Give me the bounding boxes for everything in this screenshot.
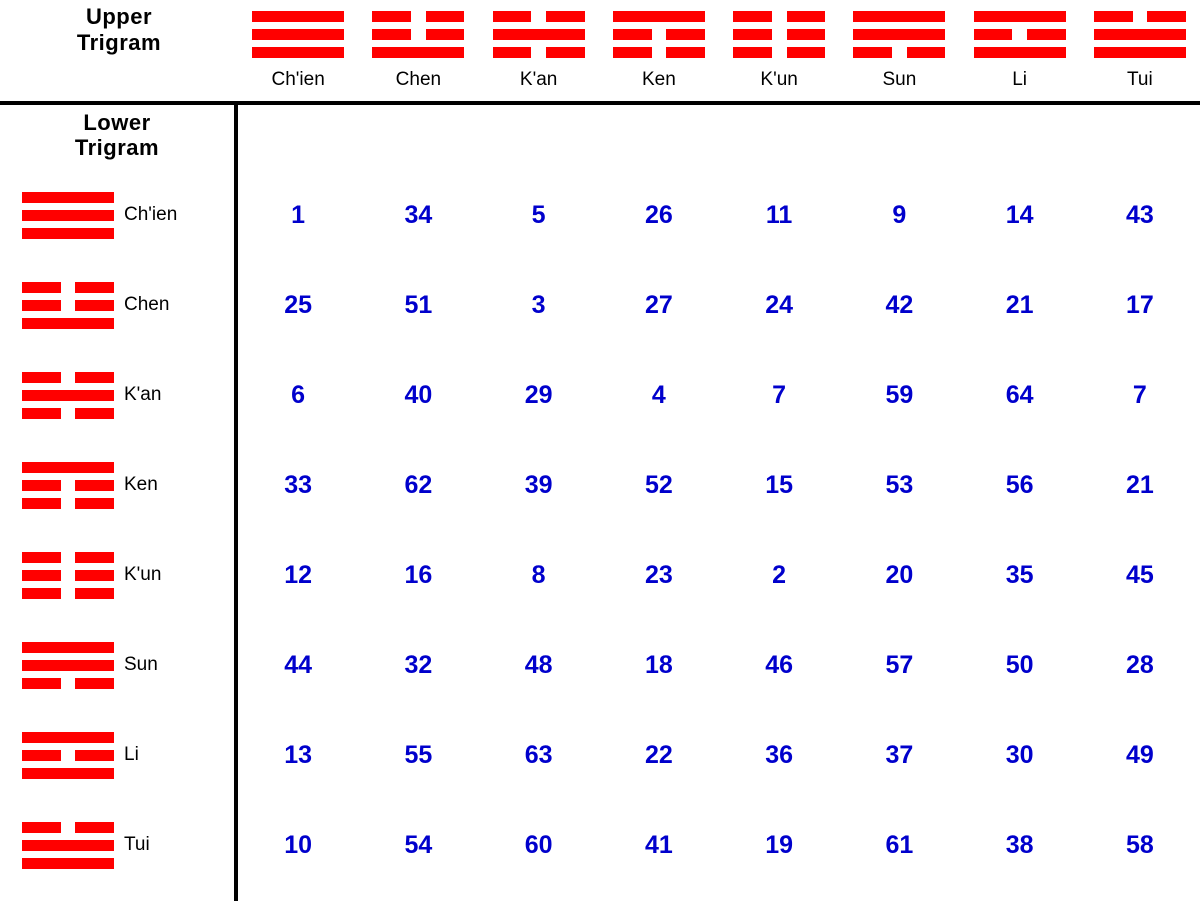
- hexagram-number: 46: [765, 650, 794, 679]
- trigram-line-1-solid: [22, 642, 114, 653]
- hexagram-number: 18: [644, 650, 673, 679]
- trigram-line-3-solid: [22, 858, 114, 869]
- trigram-segment: [426, 11, 465, 22]
- trigram-segment: [426, 29, 465, 40]
- trigram-segment: [372, 47, 464, 58]
- trigram-segment: [787, 29, 826, 40]
- hexagram-number: 44: [284, 650, 313, 679]
- trigram-line-3-broken: [22, 588, 114, 599]
- hexagram-number: 7: [1132, 380, 1147, 409]
- trigram-segment: [22, 192, 114, 203]
- horizontal-divider: [0, 101, 1200, 105]
- trigram-segment: [75, 282, 114, 293]
- upper-trigram-name: Chen: [395, 69, 442, 90]
- hexagram-number: 43: [1125, 200, 1154, 229]
- trigram-line-3-broken: [733, 47, 825, 58]
- trigram-line-2-solid: [22, 840, 114, 851]
- trigram-segment: [853, 29, 945, 40]
- hexagram-number: 33: [284, 470, 313, 499]
- hexagram-number: 38: [1005, 830, 1034, 859]
- trigram-segment: [22, 840, 114, 851]
- hexagram-number-cells: [238, 800, 1200, 890]
- trigram-line-1-solid: [853, 11, 945, 22]
- trigram-segment: [22, 750, 61, 761]
- trigram-line-1-broken: [1094, 11, 1186, 22]
- trigram-segment: [1094, 11, 1133, 22]
- lower-trigram-row-ken: [0, 459, 238, 512]
- trigram-segment: [22, 570, 61, 581]
- hexagram-number: 2: [772, 560, 787, 589]
- hexagram-number: 51: [404, 290, 433, 319]
- lower-trigram-row-li: [0, 729, 238, 782]
- trigram-segment: [252, 11, 344, 22]
- trigram-glyph-chien: [252, 6, 344, 63]
- hexagram-number: 26: [644, 200, 673, 229]
- trigram-line-1-solid: [974, 11, 1066, 22]
- table-row: [0, 620, 1200, 710]
- hexagram-number: 40: [404, 380, 433, 409]
- upper-trigram-name: Sun: [882, 69, 917, 90]
- hexagram-number-cells: [238, 350, 1200, 440]
- trigram-segment: [22, 678, 61, 689]
- trigram-segment: [22, 768, 114, 779]
- trigram-glyph-li: [22, 729, 114, 782]
- hexagram-number: 14: [1005, 200, 1034, 229]
- trigram-segment: [1027, 29, 1066, 40]
- trigram-line-1-solid: [22, 732, 114, 743]
- trigram-line-3-solid: [22, 228, 114, 239]
- hexagram-number: 54: [404, 830, 433, 859]
- hexagram-number: 55: [404, 740, 433, 769]
- trigram-line-3-solid: [974, 47, 1066, 58]
- hexagram-number: 25: [284, 290, 313, 319]
- hexagram-number: 30: [1005, 740, 1034, 769]
- trigram-line-2-broken: [733, 29, 825, 40]
- hexagram-number: 23: [644, 560, 673, 589]
- trigram-line-3-solid: [22, 318, 114, 329]
- trigram-segment: [75, 822, 114, 833]
- trigram-segment: [613, 29, 652, 40]
- trigram-line-1-broken: [22, 282, 114, 293]
- trigram-segment: [1094, 47, 1186, 58]
- lower-trigram-label-line1: Lower: [83, 110, 151, 135]
- hexagram-number: 27: [644, 290, 673, 319]
- lower-trigram-name: Ken: [124, 474, 158, 495]
- trigram-glyph-kun: [733, 6, 825, 63]
- trigram-segment: [733, 11, 772, 22]
- upper-trigram-column-kun: [719, 0, 839, 103]
- hexagram-number: 6: [291, 380, 306, 409]
- hexagram-number: 3: [531, 290, 546, 319]
- trigram-segment: [666, 29, 705, 40]
- trigram-line-2-broken: [22, 480, 114, 491]
- trigram-glyph-chen: [22, 279, 114, 332]
- trigram-line-1-broken: [733, 11, 825, 22]
- hexagram-number: 45: [1125, 560, 1154, 589]
- upper-trigram-column-sun: [839, 0, 959, 103]
- trigram-glyph-kan: [493, 6, 585, 63]
- hexagram-number: 28: [1125, 650, 1154, 679]
- hexagram-number: 63: [524, 740, 553, 769]
- trigram-segment: [493, 47, 532, 58]
- hexagram-number: 61: [885, 830, 914, 859]
- table-row: [0, 440, 1200, 530]
- lower-trigram-name: Chen: [124, 294, 170, 315]
- trigram-line-2-broken: [22, 570, 114, 581]
- trigram-line-2-solid: [493, 29, 585, 40]
- trigram-segment: [853, 47, 892, 58]
- trigram-segment: [372, 11, 411, 22]
- hexagram-number: 20: [885, 560, 914, 589]
- trigram-line-3-solid: [1094, 47, 1186, 58]
- trigram-segment: [22, 588, 61, 599]
- lower-trigram-row-kun: [0, 549, 238, 602]
- upper-trigram-column-li: [960, 0, 1080, 103]
- hexagram-number: 42: [885, 290, 914, 319]
- lower-trigram-name: Sun: [124, 654, 158, 675]
- hexagram-number: 58: [1125, 830, 1154, 859]
- lower-trigram-row-chien: [0, 189, 238, 242]
- trigram-glyph-ken: [613, 6, 705, 63]
- trigram-glyph-chien: [22, 189, 114, 242]
- table-row: [0, 350, 1200, 440]
- trigram-segment: [22, 498, 61, 509]
- hexagram-number: 8: [531, 560, 546, 589]
- hexagram-number: 64: [1005, 380, 1034, 409]
- hexagram-number: 36: [765, 740, 794, 769]
- hexagram-number: 13: [284, 740, 313, 769]
- trigram-line-3-solid: [252, 47, 344, 58]
- hexagram-number: 21: [1125, 470, 1154, 499]
- hexagram-number: 22: [644, 740, 673, 769]
- upper-trigram-name: Ch'ien: [271, 69, 325, 90]
- trigram-segment: [613, 47, 652, 58]
- trigram-segment: [733, 47, 772, 58]
- trigram-line-2-broken: [372, 29, 464, 40]
- lower-trigram-row-tui: [0, 819, 238, 872]
- upper-trigram-label-line2: Trigram: [76, 30, 162, 55]
- lower-trigram-name: K'an: [124, 384, 162, 405]
- upper-trigram-name: Ken: [641, 69, 676, 90]
- trigram-segment: [22, 642, 114, 653]
- hexagram-number-cells: [238, 170, 1200, 260]
- upper-trigram-column-tui: [1080, 0, 1200, 103]
- trigram-segment: [613, 11, 705, 22]
- hexagram-number: 9: [892, 200, 907, 229]
- trigram-segment: [546, 11, 585, 22]
- trigram-line-2-solid: [22, 660, 114, 671]
- lower-trigram-row-chen: [0, 279, 238, 332]
- trigram-segment: [75, 750, 114, 761]
- upper-trigram-column-chien: [238, 0, 358, 103]
- hexagram-number: 29: [524, 380, 553, 409]
- upper-trigram-name: K'un: [760, 69, 798, 90]
- hexagram-number-cells: [238, 440, 1200, 530]
- upper-trigram-label-line1: Upper: [85, 4, 153, 29]
- hexagram-number: 7: [772, 380, 787, 409]
- trigram-segment: [22, 660, 114, 671]
- trigram-segment: [974, 11, 1066, 22]
- trigram-glyph-tui: [22, 819, 114, 872]
- hexagram-number: 21: [1005, 290, 1034, 319]
- trigram-line-1-solid: [252, 11, 344, 22]
- trigram-segment: [22, 300, 61, 311]
- trigram-line-1-broken: [22, 552, 114, 563]
- trigram-segment: [974, 29, 1013, 40]
- trigram-glyph-chen: [372, 6, 464, 63]
- hexagram-number-cells: [238, 530, 1200, 620]
- trigram-line-1-broken: [372, 11, 464, 22]
- trigram-segment: [75, 570, 114, 581]
- trigram-line-2-solid: [22, 390, 114, 401]
- trigram-segment: [75, 480, 114, 491]
- trigram-segment: [22, 858, 114, 869]
- hexagram-number: 24: [765, 290, 794, 319]
- lower-trigram-row-sun: [0, 639, 238, 692]
- hexagram-number: 52: [644, 470, 673, 499]
- trigram-line-2-broken: [22, 300, 114, 311]
- trigram-segment: [22, 552, 61, 563]
- trigram-line-3-broken: [613, 47, 705, 58]
- hexagram-number: 37: [885, 740, 914, 769]
- trigram-glyph-sun: [853, 6, 945, 63]
- trigram-segment: [75, 300, 114, 311]
- hexagram-number: 53: [885, 470, 914, 499]
- hexagram-number: 12: [284, 560, 313, 589]
- hexagram-number: 49: [1125, 740, 1154, 769]
- table-row: [0, 170, 1200, 260]
- table-row: [0, 710, 1200, 800]
- hexagram-number: 59: [885, 380, 914, 409]
- upper-trigram-name: Tui: [1127, 69, 1153, 90]
- hexagram-number: 4: [651, 380, 666, 409]
- trigram-glyph-sun: [22, 639, 114, 692]
- trigram-line-2-broken: [22, 750, 114, 761]
- trigram-segment: [22, 390, 114, 401]
- trigram-segment: [75, 552, 114, 563]
- trigram-segment: [853, 11, 945, 22]
- trigram-line-3-broken: [853, 47, 945, 58]
- trigram-segment: [22, 408, 61, 419]
- trigram-segment: [22, 282, 61, 293]
- lower-trigram-name: Tui: [124, 834, 150, 855]
- trigram-glyph-kan: [22, 369, 114, 422]
- trigram-segment: [22, 210, 114, 221]
- lower-trigram-name: K'un: [124, 564, 162, 585]
- trigram-line-3-solid: [22, 768, 114, 779]
- upper-trigram-name: Li: [1012, 69, 1028, 90]
- trigram-line-2-solid: [853, 29, 945, 40]
- trigram-glyph-li: [974, 6, 1066, 63]
- trigram-glyph-ken: [22, 459, 114, 512]
- lower-trigram-name: Ch'ien: [124, 204, 178, 225]
- lower-trigram-label-line2: Trigram: [74, 135, 160, 160]
- trigram-segment: [22, 228, 114, 239]
- trigram-segment: [493, 11, 532, 22]
- trigram-segment: [1147, 11, 1186, 22]
- trigram-segment: [733, 29, 772, 40]
- trigram-line-3-broken: [22, 678, 114, 689]
- hexagram-number: 41: [644, 830, 673, 859]
- lower-trigram-row-kan: [0, 369, 238, 422]
- trigram-segment: [493, 29, 585, 40]
- trigram-line-3-broken: [493, 47, 585, 58]
- hexagram-number: 62: [404, 470, 433, 499]
- hexagram-number: 57: [885, 650, 914, 679]
- hexagram-number: 35: [1005, 560, 1034, 589]
- upper-trigram-column-ken: [599, 0, 719, 103]
- trigram-segment: [22, 372, 61, 383]
- trigram-segment: [974, 47, 1066, 58]
- hexagram-number: 32: [404, 650, 433, 679]
- trigram-glyph-kun: [22, 549, 114, 602]
- trigram-segment: [75, 678, 114, 689]
- trigram-line-2-broken: [613, 29, 705, 40]
- trigram-line-1-solid: [613, 11, 705, 22]
- trigram-segment: [22, 480, 61, 491]
- trigram-segment: [75, 498, 114, 509]
- hexagram-number: 17: [1125, 290, 1154, 319]
- trigram-line-1-broken: [493, 11, 585, 22]
- hexagram-number: 1: [291, 200, 306, 229]
- trigram-glyph-tui: [1094, 6, 1186, 63]
- trigram-segment: [22, 732, 114, 743]
- upper-trigram-label: [0, 0, 238, 103]
- trigram-line-3-solid: [372, 47, 464, 58]
- hexagram-number: 19: [765, 830, 794, 859]
- hexagram-number-cells: [238, 260, 1200, 350]
- trigram-line-3-broken: [22, 408, 114, 419]
- lower-trigram-label: [0, 110, 234, 160]
- hexagram-number: 10: [284, 830, 313, 859]
- trigram-line-2-solid: [1094, 29, 1186, 40]
- hexagram-number: 34: [404, 200, 433, 229]
- table-row: [0, 260, 1200, 350]
- trigram-segment: [666, 47, 705, 58]
- upper-trigram-name: K'an: [519, 69, 558, 90]
- trigram-segment: [1094, 29, 1186, 40]
- trigram-line-3-broken: [22, 498, 114, 509]
- hexagram-number-cells: [238, 620, 1200, 710]
- trigram-segment: [22, 318, 114, 329]
- trigram-segment: [252, 29, 344, 40]
- trigram-line-2-broken: [974, 29, 1066, 40]
- trigram-line-1-broken: [22, 372, 114, 383]
- upper-trigram-columns: [238, 0, 1200, 103]
- hexagram-number: 11: [765, 200, 793, 229]
- trigram-line-1-solid: [22, 462, 114, 473]
- upper-trigram-column-kan: [479, 0, 599, 103]
- trigram-line-1-broken: [22, 822, 114, 833]
- trigram-segment: [907, 47, 946, 58]
- trigram-segment: [546, 47, 585, 58]
- lower-trigram-name: Li: [124, 744, 139, 765]
- hexagram-number-cells: [238, 710, 1200, 800]
- trigram-segment: [75, 408, 114, 419]
- trigram-segment: [787, 47, 826, 58]
- table-row: [0, 800, 1200, 890]
- upper-trigram-column-chen: [358, 0, 478, 103]
- hexagram-number: 60: [524, 830, 553, 859]
- hexagram-grid: [0, 170, 1200, 890]
- trigram-segment: [22, 462, 114, 473]
- hexagram-number: 16: [404, 560, 433, 589]
- table-row: [0, 530, 1200, 620]
- hexagram-number: 50: [1005, 650, 1034, 679]
- trigram-line-2-solid: [22, 210, 114, 221]
- trigram-segment: [787, 11, 826, 22]
- trigram-segment: [372, 29, 411, 40]
- hexagram-number: 56: [1005, 470, 1034, 499]
- trigram-segment: [75, 372, 114, 383]
- hexagram-number: 5: [531, 200, 546, 229]
- hexagram-number: 15: [765, 470, 794, 499]
- trigram-segment: [252, 47, 344, 58]
- trigram-segment: [75, 588, 114, 599]
- upper-trigram-header-row: [0, 0, 1200, 103]
- trigram-line-1-solid: [22, 192, 114, 203]
- hexagram-number: 48: [524, 650, 553, 679]
- hexagram-number: 39: [524, 470, 553, 499]
- trigram-segment: [22, 822, 61, 833]
- trigram-line-2-solid: [252, 29, 344, 40]
